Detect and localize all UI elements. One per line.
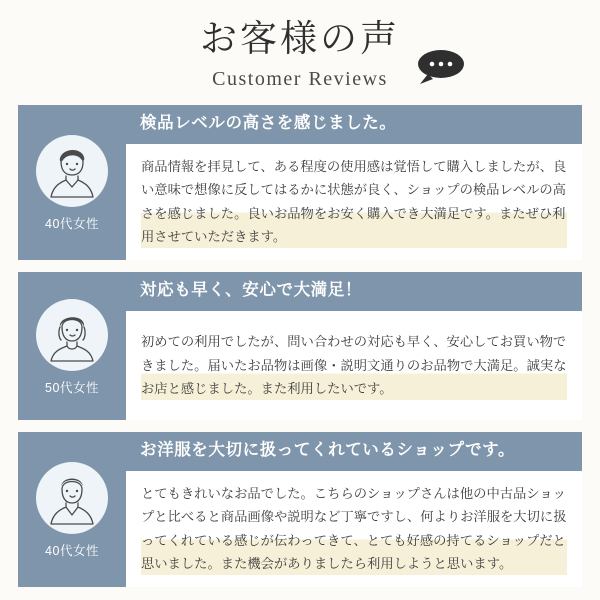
- avatar: [36, 135, 108, 207]
- review-card: [18, 272, 582, 420]
- reviewer-profile: [18, 105, 126, 260]
- review-body: 初めての利用でしたが、問い合わせの対応も早く、安心してお買い物できました。届いたお品物は画像・説明文通りのお品物で大満足。誠実なお店と感じました。また利用したいです。: [141, 330, 567, 400]
- avatar: [36, 462, 108, 534]
- reviewer-age-label: 50代女性: [45, 380, 99, 395]
- page-title: お客様の声: [200, 19, 400, 60]
- reviewer-profile: [18, 272, 126, 420]
- reviews-list: [18, 105, 582, 587]
- review-body-wrap: [126, 311, 582, 420]
- review-body: とてもきれいなお品でした。こちらのショップさんは他の中古品ショップと比べると商品画像や説明など丁寧ですし、何よりお洋服を大切に扱ってくれている感じが伝わってきて、とても好感の持てるショップだと思いました。また機会がありましたら利用しようと思います。: [141, 482, 567, 575]
- reviewer-age-label: 40代女性: [45, 544, 99, 559]
- review-content: [126, 432, 582, 587]
- woman-avatar-icon: [36, 299, 108, 371]
- avatar: [36, 299, 108, 371]
- review-title: 対応も早く、安心で大満足！: [126, 272, 582, 311]
- review-card: [18, 105, 582, 260]
- woman-avatar-icon: [36, 135, 108, 207]
- speech-bubble-icon: [414, 48, 466, 86]
- woman-avatar-icon: [36, 462, 108, 534]
- reviewer-profile: [18, 432, 126, 587]
- review-title: お洋服を大切に扱ってくれているショップです。: [126, 432, 582, 471]
- review-card: [18, 432, 582, 587]
- review-body-wrap: [126, 144, 582, 260]
- review-body: 商品情報を拝見して、ある程度の使用感は覚悟して購入しましたが、良い意味で想像に反してはるかに状態が良く、ショップの検品レベルの高さを感じました。良いお品物をお安く購入でき大満足です。またぜひ利用させていただきます。: [141, 155, 567, 248]
- page-subtitle: Customer Reviews: [212, 68, 388, 91]
- review-body-wrap: [126, 471, 582, 587]
- review-title: 検品レベルの高さを感じました。: [126, 105, 582, 144]
- review-content: [126, 272, 582, 420]
- reviewer-age-label: 40代女性: [45, 217, 99, 232]
- page-header: [18, 0, 582, 99]
- review-content: [126, 105, 582, 260]
